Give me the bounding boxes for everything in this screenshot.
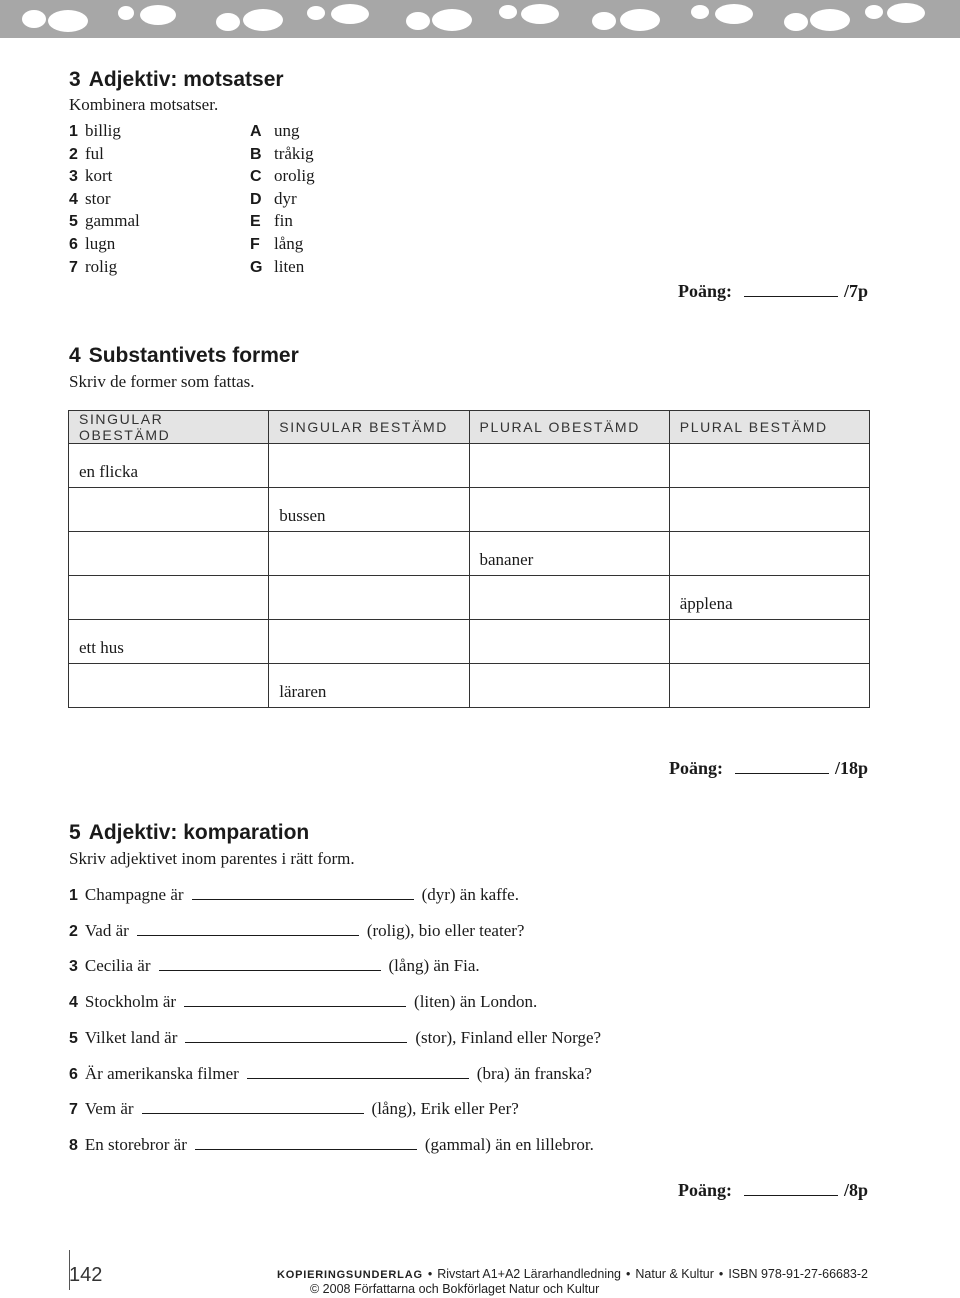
item-number: 7 bbox=[69, 1101, 78, 1119]
item-prompt: Vad är bbox=[84, 920, 129, 940]
item-hint: (lång), Erik eller Per? bbox=[371, 1099, 519, 1119]
answer-blank[interactable] bbox=[195, 1135, 417, 1150]
item-prompt: Vem är bbox=[84, 1099, 134, 1119]
section-5-heading: Adjektiv: komparation bbox=[88, 821, 310, 844]
answer-blank[interactable] bbox=[192, 885, 414, 900]
table-header-row bbox=[69, 411, 870, 444]
item-hint: (dyr) än kaffe. bbox=[421, 885, 519, 904]
table-row bbox=[69, 532, 870, 576]
section-3-heading: Adjektiv: motsatser bbox=[88, 68, 284, 91]
list-item bbox=[69, 166, 112, 187]
item-prompt: Vilket land är bbox=[84, 1027, 178, 1047]
item-word: ful bbox=[85, 143, 104, 163]
table-cell-blank[interactable] bbox=[69, 488, 269, 532]
column-header: PLURAL BESTÄMD bbox=[669, 411, 869, 444]
list-item bbox=[250, 211, 293, 232]
item-letter: E bbox=[250, 213, 261, 231]
table-cell-blank[interactable] bbox=[69, 664, 269, 708]
item-number: 4 bbox=[69, 994, 78, 1012]
table-cell-blank[interactable] bbox=[69, 576, 269, 620]
table-cell-blank[interactable] bbox=[469, 576, 669, 620]
score-label: Poäng: bbox=[677, 1180, 732, 1200]
list-item bbox=[250, 166, 315, 187]
exercise-item bbox=[69, 921, 524, 942]
item-prompt: Champagne är bbox=[84, 885, 184, 904]
section-4-number: 4 bbox=[69, 344, 81, 367]
item-prompt: Cecilia är bbox=[84, 956, 151, 976]
table-cell-blank[interactable] bbox=[669, 664, 869, 708]
top-decorative-bar bbox=[0, 0, 960, 38]
item-number: 2 bbox=[69, 145, 78, 163]
table-row bbox=[69, 620, 870, 664]
item-word: kort bbox=[85, 166, 113, 186]
answer-blank[interactable] bbox=[159, 956, 381, 971]
item-number: 2 bbox=[69, 922, 78, 940]
item-word: fin bbox=[274, 211, 293, 231]
section-3-number: 3 bbox=[69, 68, 81, 91]
table-cell-blank[interactable] bbox=[269, 620, 469, 664]
score-max: /8p bbox=[843, 1180, 868, 1200]
column-header: SINGULAR OBESTÄMD bbox=[69, 411, 269, 444]
item-number: 3 bbox=[69, 168, 78, 186]
item-number: 5 bbox=[69, 1029, 78, 1047]
item-prompt: En storebror är bbox=[84, 1134, 187, 1154]
table-cell-blank[interactable] bbox=[669, 620, 869, 664]
answer-blank[interactable] bbox=[184, 992, 406, 1007]
score-label: Poäng: bbox=[668, 758, 723, 778]
item-hint: (gammal) än en lillebror. bbox=[424, 1134, 594, 1154]
item-prompt: Stockholm är bbox=[84, 992, 177, 1012]
list-item bbox=[69, 211, 140, 232]
list-item bbox=[69, 121, 121, 142]
table-row bbox=[69, 664, 870, 708]
exercise-item bbox=[69, 956, 480, 977]
section-3-score bbox=[678, 280, 868, 302]
score-max: /18p bbox=[834, 758, 868, 778]
table-cell-given: läraren bbox=[269, 664, 469, 708]
score-blank[interactable] bbox=[744, 1181, 838, 1196]
score-blank[interactable] bbox=[735, 759, 829, 774]
exercise-item bbox=[69, 992, 537, 1013]
item-word: lång bbox=[274, 234, 304, 253]
item-number: 3 bbox=[69, 958, 78, 976]
column-header: SINGULAR BESTÄMD bbox=[269, 411, 469, 444]
item-number: 5 bbox=[69, 213, 78, 231]
item-word: lugn bbox=[85, 234, 116, 253]
list-item bbox=[69, 144, 104, 165]
table-row bbox=[69, 576, 870, 620]
item-word: orolig bbox=[274, 166, 315, 186]
item-number: 6 bbox=[69, 236, 78, 253]
list-item bbox=[69, 189, 111, 210]
exercise-item bbox=[69, 1099, 519, 1120]
section-5-title bbox=[69, 821, 309, 845]
table-cell-blank[interactable] bbox=[69, 532, 269, 576]
page-number: 142 bbox=[69, 1264, 103, 1286]
score-blank[interactable] bbox=[744, 282, 838, 297]
bullet-icon: • bbox=[718, 1267, 724, 1281]
table-cell-blank[interactable] bbox=[669, 444, 869, 488]
list-item bbox=[69, 234, 115, 255]
item-word: ung bbox=[274, 121, 300, 140]
item-number: 1 bbox=[69, 123, 78, 140]
item-word: gammal bbox=[85, 211, 140, 231]
item-number: 1 bbox=[69, 887, 78, 904]
section-4-instruction: Skriv de former som fattas. bbox=[69, 372, 255, 391]
table-cell-blank[interactable] bbox=[469, 664, 669, 708]
exercise-item bbox=[69, 1028, 601, 1049]
table-row bbox=[69, 444, 870, 488]
list-item bbox=[69, 257, 117, 278]
footer-copyright: © 2008 Författarna och Bokförlaget Natur och Kultur bbox=[310, 1282, 600, 1296]
section-5-score bbox=[678, 1179, 868, 1201]
item-number: 8 bbox=[69, 1136, 78, 1154]
section-5-instruction: Skriv adjektivet inom parentes i rätt form. bbox=[69, 849, 355, 868]
table-cell-given: en flicka bbox=[69, 444, 269, 488]
table-cell-given: bussen bbox=[269, 488, 469, 532]
table-cell-blank[interactable] bbox=[269, 444, 469, 488]
list-item bbox=[250, 189, 297, 210]
answer-blank[interactable] bbox=[185, 1028, 407, 1043]
table-cell-blank[interactable] bbox=[269, 532, 469, 576]
list-item bbox=[250, 257, 304, 278]
table-cell-blank[interactable] bbox=[669, 488, 869, 532]
section-4-score bbox=[669, 757, 868, 779]
bullet-icon: • bbox=[427, 1267, 433, 1281]
section-3-instruction: Kombinera motsatser. bbox=[69, 95, 219, 114]
score-label: Poäng: bbox=[677, 281, 732, 301]
section-4-title bbox=[69, 344, 299, 368]
item-letter: G bbox=[250, 258, 263, 276]
item-word: liten bbox=[274, 256, 305, 276]
footer-isbn: ISBN 978-91-27-66683-2 bbox=[728, 1267, 868, 1281]
footer-publisher: Natur & Kultur bbox=[635, 1267, 714, 1281]
item-prompt: Är amerikanska filmer bbox=[84, 1063, 239, 1083]
item-letter: B bbox=[250, 145, 262, 163]
exercise-item bbox=[69, 885, 519, 906]
list-item bbox=[250, 121, 300, 142]
item-letter: F bbox=[250, 236, 260, 253]
bullet-icon: • bbox=[626, 1267, 631, 1281]
item-word: dyr bbox=[274, 188, 297, 208]
item-word: tråkig bbox=[274, 143, 314, 163]
footer-label: KOPIERINGSUNDERLAG bbox=[277, 1269, 423, 1281]
item-number: 6 bbox=[69, 1065, 78, 1083]
item-letter: A bbox=[250, 123, 262, 140]
table-cell-given: äpplena bbox=[669, 576, 869, 620]
answer-blank[interactable] bbox=[137, 921, 359, 936]
section-4-heading: Substantivets former bbox=[88, 344, 299, 367]
exercise-item bbox=[69, 1135, 594, 1156]
table-cell-given: bananer bbox=[469, 532, 669, 576]
section-5-number: 5 bbox=[69, 821, 81, 844]
item-word: rolig bbox=[85, 256, 118, 276]
answer-blank[interactable] bbox=[142, 1099, 364, 1114]
table-cell-given: ett hus bbox=[69, 620, 269, 664]
answer-blank[interactable] bbox=[247, 1064, 469, 1079]
item-word: stor bbox=[85, 188, 111, 208]
list-item bbox=[250, 234, 303, 255]
score-max: /7p bbox=[843, 281, 868, 301]
column-header: PLURAL OBESTÄMD bbox=[469, 411, 669, 444]
item-letter: D bbox=[250, 190, 262, 208]
table-row bbox=[69, 488, 870, 532]
footer-book: Rivstart A1+A2 Lärarhandledning bbox=[437, 1267, 622, 1281]
table-cell-blank[interactable] bbox=[269, 576, 469, 620]
table-cell-blank[interactable] bbox=[669, 532, 869, 576]
noun-forms-body bbox=[69, 444, 870, 708]
dots-pattern-icon bbox=[0, 0, 960, 38]
item-letter: C bbox=[250, 168, 262, 186]
footer-info bbox=[277, 1266, 868, 1283]
table-cell-blank[interactable] bbox=[469, 488, 669, 532]
item-word: billig bbox=[85, 121, 121, 140]
item-hint: (lång) än Fia. bbox=[388, 956, 480, 976]
noun-forms-table bbox=[68, 410, 870, 708]
item-hint: (stor), Finland eller Norge? bbox=[415, 1027, 602, 1047]
table-cell-blank[interactable] bbox=[469, 620, 669, 664]
section-3-title bbox=[69, 68, 284, 92]
list-item bbox=[250, 144, 314, 165]
item-number: 7 bbox=[69, 258, 78, 276]
item-hint: (rolig), bio eller teater? bbox=[366, 920, 525, 940]
item-number: 4 bbox=[69, 190, 78, 208]
item-hint: (bra) än franska? bbox=[476, 1063, 592, 1083]
exercise-item bbox=[69, 1064, 592, 1085]
item-hint: (liten) än London. bbox=[414, 992, 538, 1012]
table-cell-blank[interactable] bbox=[469, 444, 669, 488]
